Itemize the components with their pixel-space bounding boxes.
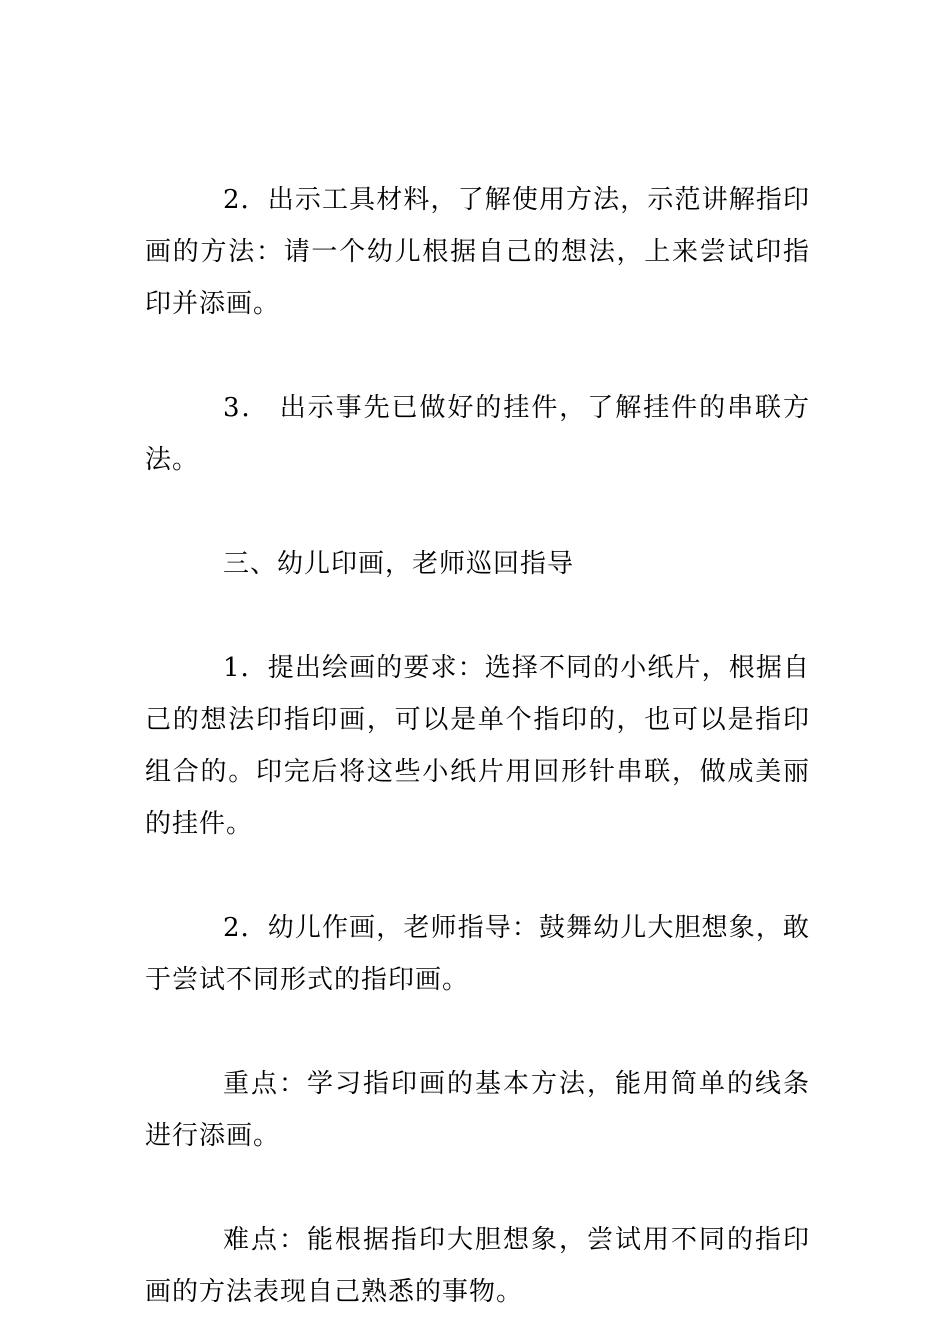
paragraph-key-point: 重点：学习指印画的基本方法，能用简单的线条进行添画。 xyxy=(145,1069,810,1151)
paragraph-step-3-pendant: 3． 出示事先已做好的挂件，了解挂件的串联方法。 xyxy=(145,393,810,475)
paragraph-difficult-point: 难点：能根据指印大胆想象，尝试用不同的指印画的方法表现自己熟悉的事物。 xyxy=(145,1225,810,1307)
paragraph-children-drawing: 2．幼儿作画，老师指导：鼓舞幼儿大胆想象，敢于尝试不同形式的指印画。 xyxy=(145,913,810,995)
paragraph-drawing-requirements: 1．提出绘画的要求：选择不同的小纸片，根据自己的想法印指印画，可以是单个指印的，也可以是指印组合的。印完后将这些小纸片用回形针串联，做成美丽的挂件。 xyxy=(145,653,810,839)
document-body xyxy=(145,174,810,1318)
paragraph-step-2-demo: 2．出示工具材料，了解使用方法，示范讲解指印画的方法：请一个幼儿根据自己的想法，上来尝试印指印并添画。 xyxy=(145,185,810,319)
section-heading-3: 三、幼儿印画，老师巡回指导 xyxy=(223,549,575,579)
